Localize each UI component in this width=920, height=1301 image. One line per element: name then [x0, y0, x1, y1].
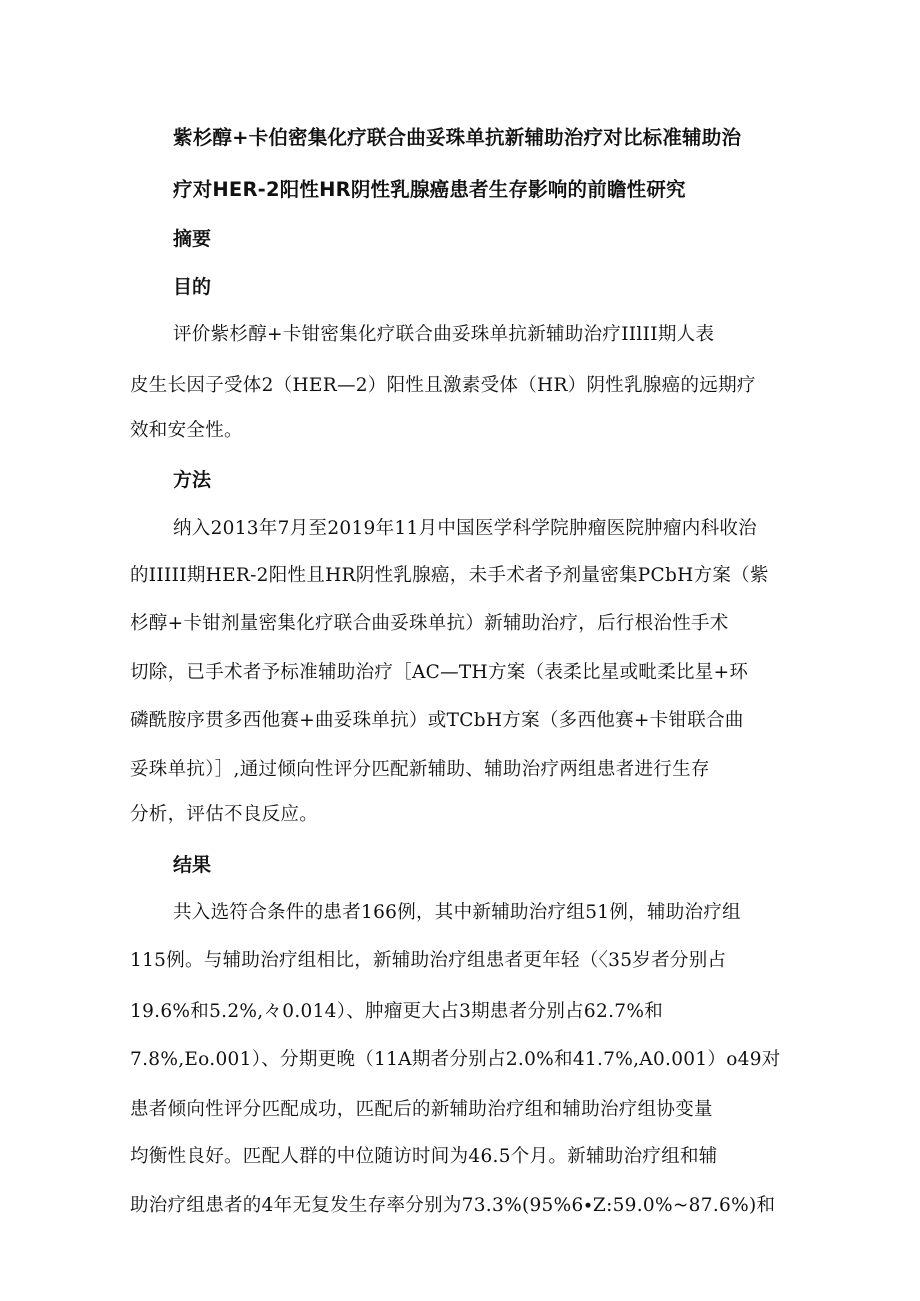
results-heading: 结果: [173, 854, 212, 876]
abstract-heading: 摘要: [173, 228, 212, 250]
methods-line: 杉醇+卡钳剂量密集化疗联合曲妥珠单抗）新辅助治疗，后行根治性手术: [130, 613, 729, 634]
paper-title-line-1: 紫杉醇+卡伯密集化疗联合曲妥珠单抗新辅助治疗对比标准辅助治: [173, 126, 742, 149]
results-line: 19.6%和5.2%,々0.014）、肿瘤更大占3期患者分别占62.7%和: [130, 1001, 664, 1022]
results-line: 115例。与辅助治疗组相比，新辅助治疗组患者更年轻（〈35岁者分别占: [130, 950, 727, 971]
results-line: 均衡性良好。匹配人群的中位随访时间为46.5个月。新辅助治疗组和辅: [130, 1146, 718, 1167]
methods-line: 切除，已手术者予标准辅助治疗［AC—TH方案（表柔比星或毗柔比星+环: [130, 662, 749, 683]
objective-heading: 目的: [173, 276, 212, 298]
methods-line: 妥珠单抗）］,通过倾向性评分匹配新辅助、辅助治疗两组患者进行生存: [130, 759, 710, 780]
methods-line: 纳入2013年7月至2019年11月中国医学科学院肿瘤医院肿瘤内科收治: [173, 518, 757, 539]
results-line: 共入选符合条件的患者166例，其中新辅助治疗组51例，辅助治疗组: [173, 902, 741, 923]
objective-line: 效和安全性。: [130, 420, 243, 441]
methods-line: 的IIIII期HER-2阳性且HR阴性乳腺癌，未手术者予剂量密集PCbH方案（紫: [130, 565, 769, 586]
results-line: 7.8%,Eo.001）、分期更晚（11A期者分别占2.0%和41.7%,A0.001）o49对: [130, 1049, 781, 1070]
paper-title-line-2: 疗对HER-2阳性HR阴性乳腺癌患者生存影响的前瞻性研究: [173, 178, 686, 201]
methods-line: 磷酰胺序贯多西他赛+曲妥珠单抗）或TCbH方案（多西他赛+卡钳联合曲: [130, 710, 744, 731]
results-line: 助治疗组患者的4年无复发生存率分别为73.3%(95%6∙Z:59.0%~87.6%)和: [130, 1195, 776, 1216]
methods-heading: 方法: [173, 469, 212, 491]
results-line: 患者倾向性评分匹配成功，匹配后的新辅助治疗组和辅助治疗组协变量: [130, 1099, 713, 1120]
objective-line: 评价紫杉醇+卡钳密集化疗联合曲妥珠单抗新辅助治疗IIlII期人表: [173, 324, 715, 345]
methods-line: 分析，评估不良反应。: [130, 804, 319, 825]
objective-line: 皮生长因子受体2（HER—2）阳性且激素受体（HR）阴性乳腺癌的远期疗: [130, 375, 756, 396]
